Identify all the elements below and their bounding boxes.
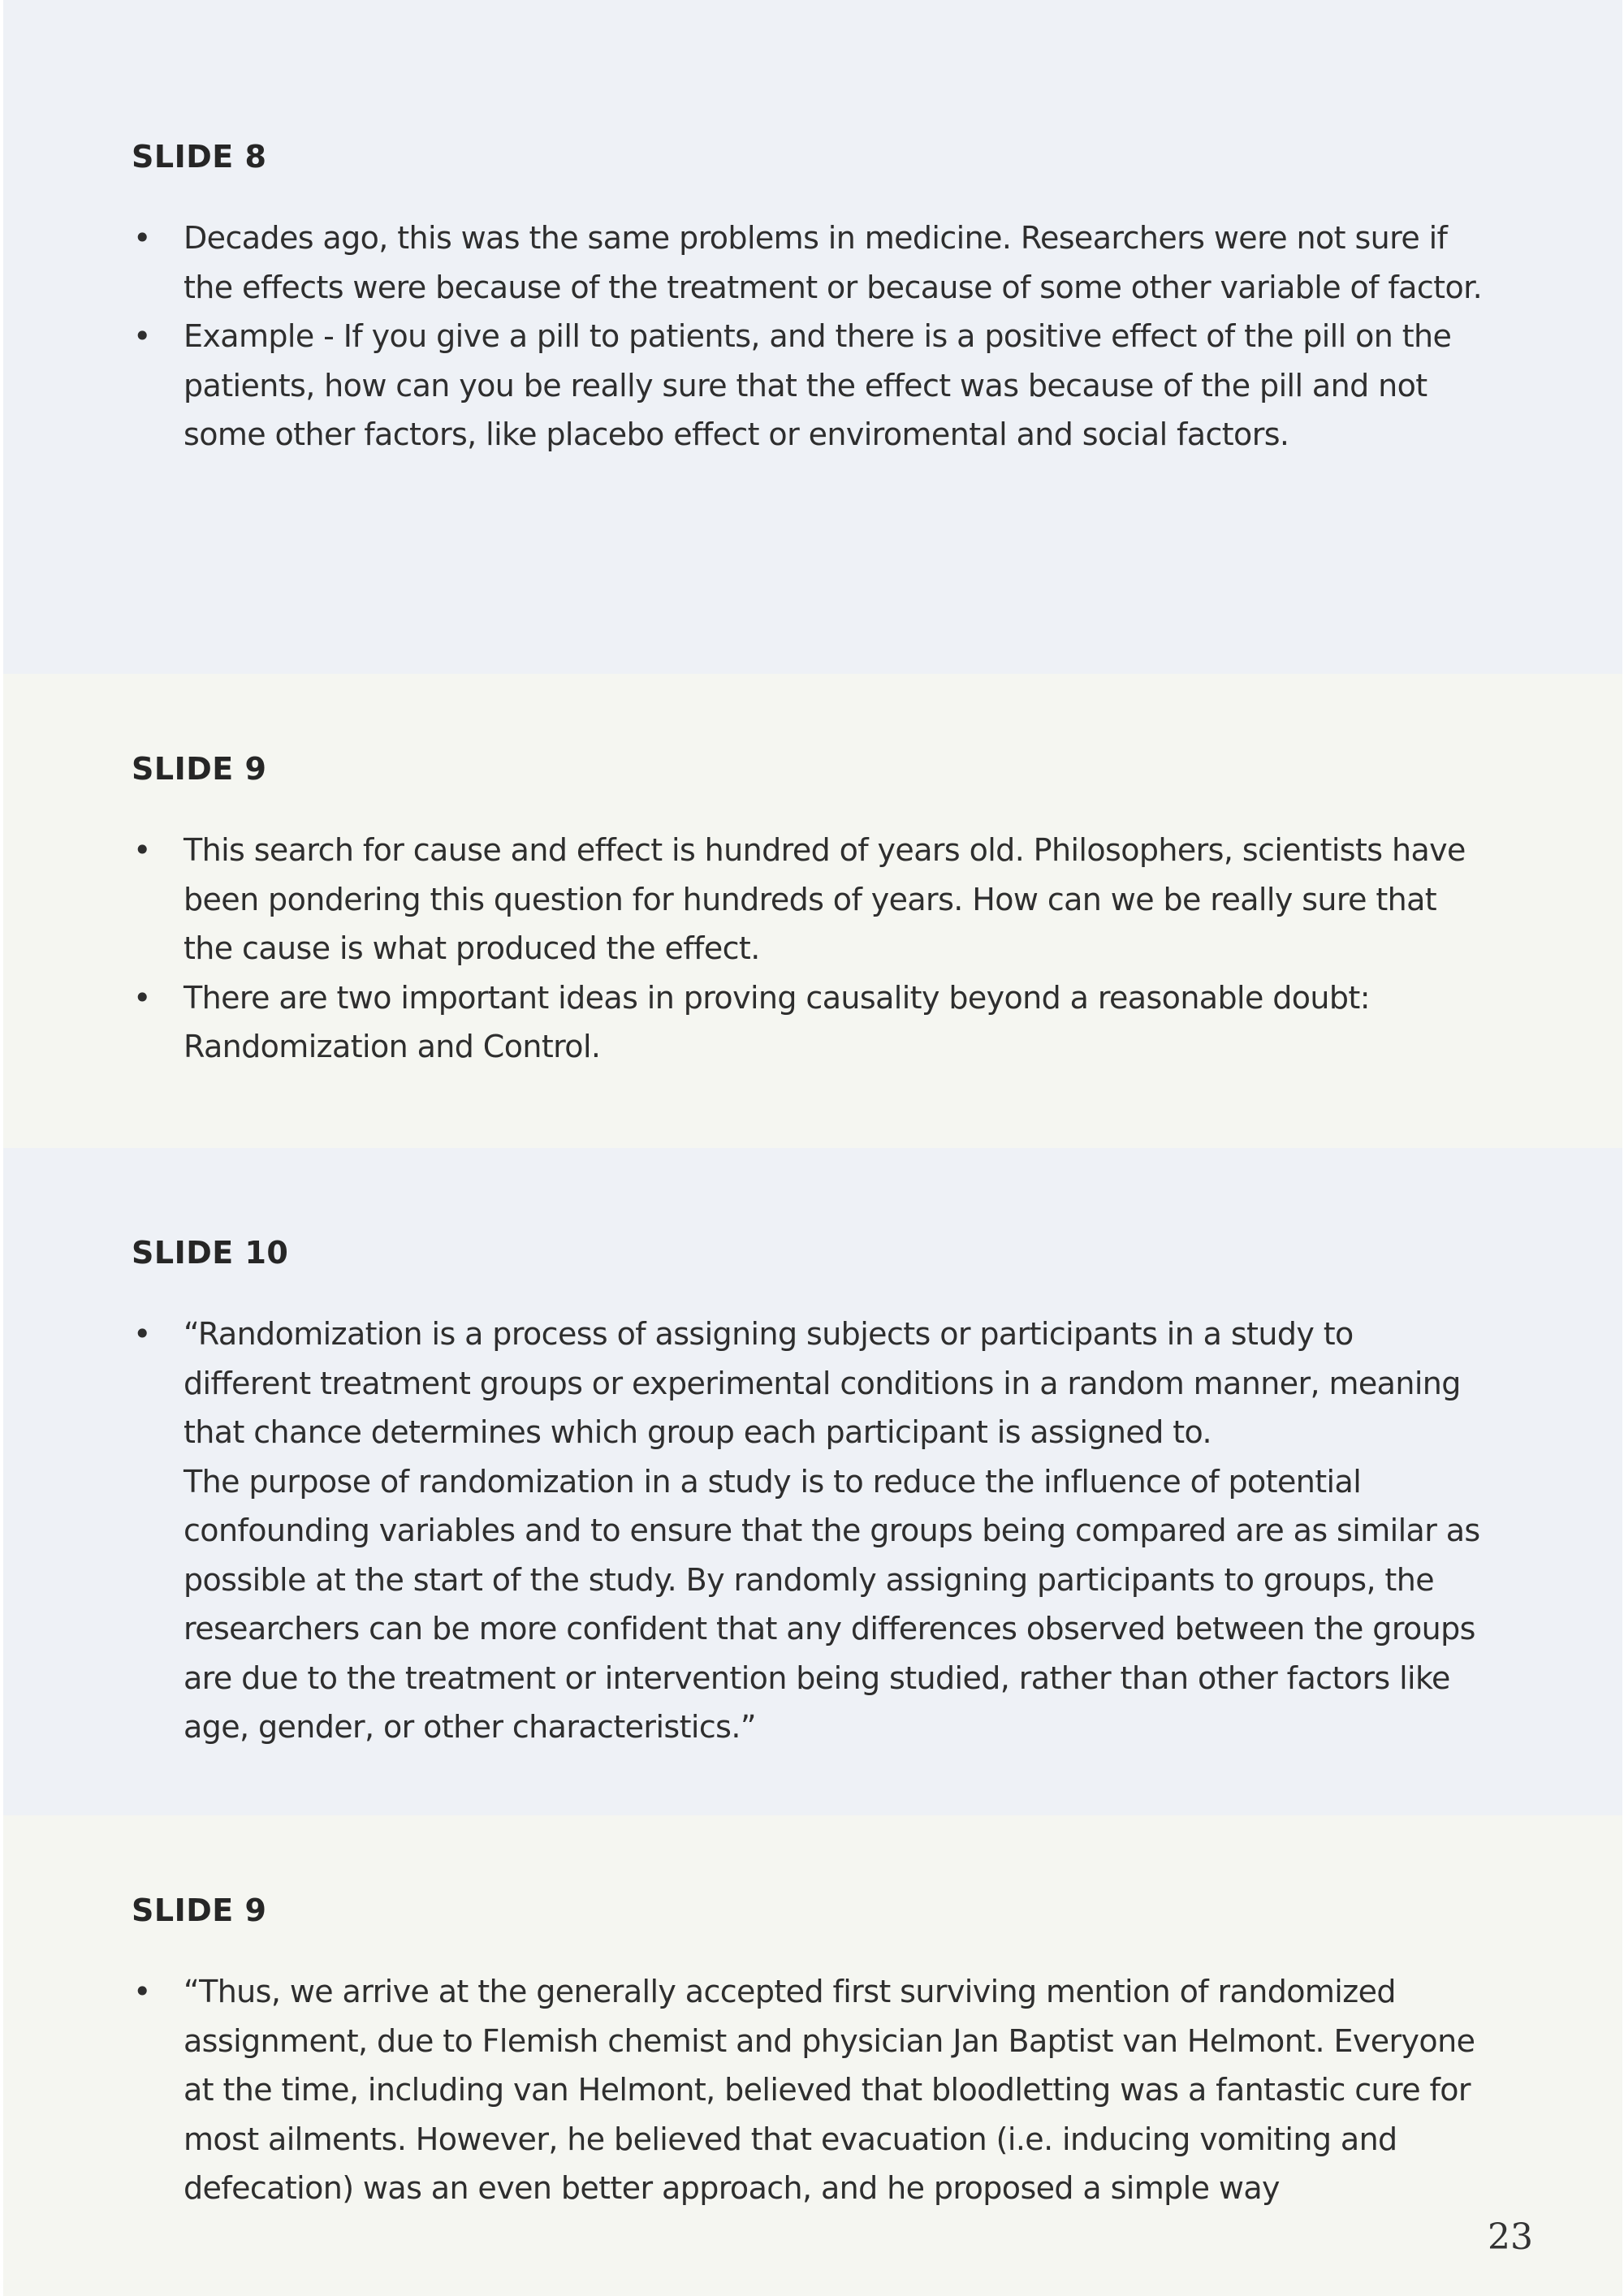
slide-title: SLIDE 9 <box>132 751 267 787</box>
slide-8-section <box>3 0 1622 674</box>
bullet-item: • This search for cause and effect is hundred of years old. Philosophers, scientists have been pondering this question for hundreds of years. How can we be really sure that the cause is what produced the effect. <box>132 826 1483 973</box>
bullet-paragraph: The purpose of randomization in a study is to reduce the influence of potential confounding variables and to ensure that the groups being compared are as similar as possible at the start of the study. By randomly assigning participants to groups, the researchers can be more confident that any differences observed between the groups are due to the treatment or intervention being studied, rather than other factors like age, gender, or other characteristics.” <box>184 1463 1480 1745</box>
slide-title: SLIDE 10 <box>132 1235 289 1271</box>
slide-title: SLIDE 9 <box>132 1892 267 1928</box>
bullet-item <box>132 1310 1483 1752</box>
slide-9-second-section <box>3 1815 1622 2296</box>
page-number: 23 <box>1488 2216 1533 2258</box>
bullet-list <box>132 214 1590 460</box>
bullet-item: • There are two important ideas in proving causality beyond a reasonable doubt: Randomization and Control. <box>132 973 1483 1072</box>
bullet-list <box>132 1310 1590 1752</box>
slide-10-section <box>3 1148 1622 1815</box>
slide-9-section <box>3 674 1622 1148</box>
bullet-paragraph: • “Randomization is a process of assigning subjects or participants in a study to different treatment groups or experimental conditions in a random manner, meaning that chance determines which group each participant is assigned to. <box>184 1316 1461 1450</box>
bullet-item: • “Thus, we arrive at the generally accepted first surviving mention of randomized assignment, due to Flemish chemist and physician Jan Baptist van Helmont. Everyone at the time, including van Helmont, believed that bloodletting was a fantastic cure for most ailments. However, he believed that evacuation (i.e. inducing vomiting and defecation) was an even better approach, and he proposed a simple way <box>132 1967 1483 2213</box>
bullet-item: • Decades ago, this was the same problems in medicine. Researchers were not sure if the effects were because of the treatment or because of some other variable of factor. <box>132 214 1483 312</box>
slide-title: SLIDE 8 <box>132 139 267 175</box>
bullet-list <box>132 826 1590 1072</box>
bullet-item: • Example - If you give a pill to patients, and there is a positive effect of the pill on the patients, how can you be really sure that the effect was because of the pill and not some other factors, like placebo effect or enviromental and social factors. <box>132 312 1483 460</box>
bullet-list <box>132 1967 1590 2213</box>
